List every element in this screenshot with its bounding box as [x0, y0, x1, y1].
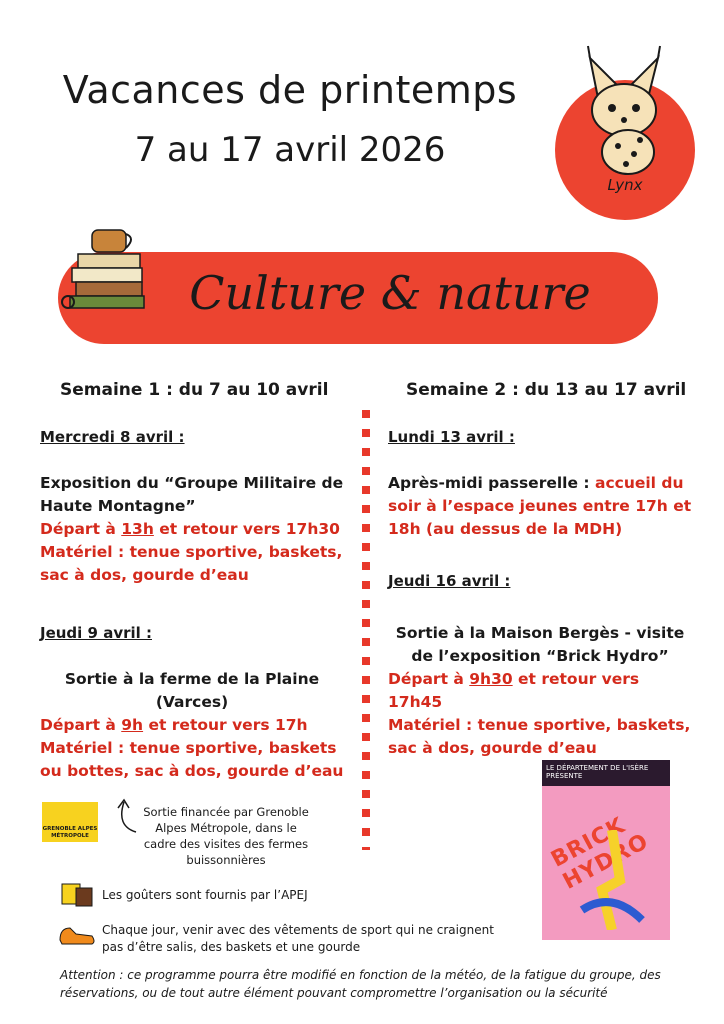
week1-day1-materiel: Matériel : tenue sportive, baskets, sac à dos, gourde d’eau — [40, 543, 343, 584]
column-divider — [362, 410, 370, 850]
sneaker-icon — [58, 922, 96, 948]
week2-day1-block — [388, 472, 692, 541]
depart-time: 13h — [121, 520, 154, 538]
week2-day1-date: Lundi 13 avril : — [388, 428, 515, 446]
week2-day2-depart — [388, 668, 692, 714]
page-dates: 7 au 17 avril 2026 — [134, 130, 446, 170]
week1-day2-block — [40, 668, 344, 783]
week2-day2-date: Jeudi 16 avril : — [388, 572, 511, 590]
depart-time: 9h — [121, 716, 144, 734]
week1-day2-materiel: Matériel : tenue sportive, baskets ou bottes, sac à dos, gourde d’eau — [40, 739, 344, 780]
depart-label: Départ à — [40, 716, 122, 734]
week1-heading: Semaine 1 : du 7 au 10 avril — [60, 380, 329, 400]
week1-day1-date: Mercredi 8 avril : — [40, 428, 185, 446]
week2-day2-block — [388, 622, 692, 760]
lynx-icon — [568, 40, 680, 180]
poster-figure-icon — [572, 830, 652, 930]
week2-day2-activity: Sortie à la Maison Bergès - visite de l’exposition “Brick Hydro” — [395, 624, 685, 665]
week2-day2-materiel: Matériel : tenue sportive, baskets, sac à dos, gourde d’eau — [388, 716, 691, 757]
week1-day2-date: Jeudi 9 avril : — [40, 624, 152, 642]
depart-time: 9h30 — [469, 670, 513, 688]
week1-day2-depart — [40, 714, 344, 737]
metropole-logo-text: GRENOBLE ALPES MÉTROPOLE — [42, 826, 98, 839]
books-cup-icon — [60, 222, 160, 322]
retour-text: et retour vers 17h45 — [388, 670, 640, 711]
page-title: Vacances de printemps — [62, 68, 518, 112]
passerelle-details: accueil du soir à l’espace jeunes entre 17h et 18h (au dessus de la MDH) — [388, 474, 692, 538]
metropole-logo — [42, 802, 98, 842]
attention-note: Attention : ce programme pourra être modifié en fonction de la météo, de la fatigue du groupe, des réservations, ou de tout autre élément pouvant compromettre l’organisation ou la sécurité — [60, 968, 661, 1000]
retour-text: et retour vers 17h30 — [153, 520, 340, 538]
snack-icon — [60, 882, 94, 908]
retour-text: et retour vers 17h — [143, 716, 308, 734]
gouters-note: Les goûters sont fournis par l’APEJ — [102, 888, 308, 902]
poster-header: LE DÉPARTEMENT DE L'ISÈRE PRÉSENTE — [542, 760, 670, 786]
week1-day1-block — [40, 472, 344, 587]
depart-label: Départ à — [388, 670, 470, 688]
daily-instructions: Chaque jour, venir avec des vêtements de sport qui ne craignent pas d’être salis, des baskets et une gourde — [102, 923, 494, 954]
week1-day2-activity: Sortie à la ferme de la Plaine (Varces) — [64, 670, 320, 711]
depart-label: Départ à — [40, 520, 122, 538]
lynx-label: Lynx — [607, 176, 643, 194]
week1-day1-depart — [40, 518, 344, 541]
passerelle-label: Après-midi passerelle : — [388, 474, 595, 492]
poster-title: BRICK HYDRO — [547, 813, 653, 895]
funding-note: Sortie financée par Grenoble Alpes Métropole, dans le cadre des visites des fermes buissonnières — [143, 805, 309, 867]
week2-heading: Semaine 2 : du 13 au 17 avril — [406, 380, 687, 400]
brick-hydro-poster — [542, 760, 670, 940]
banner-title: Culture & nature — [189, 266, 591, 320]
week1-day1-activity: Exposition du “Groupe Militaire de Haute Montagne” — [40, 474, 344, 515]
curved-arrow-icon — [112, 796, 142, 836]
